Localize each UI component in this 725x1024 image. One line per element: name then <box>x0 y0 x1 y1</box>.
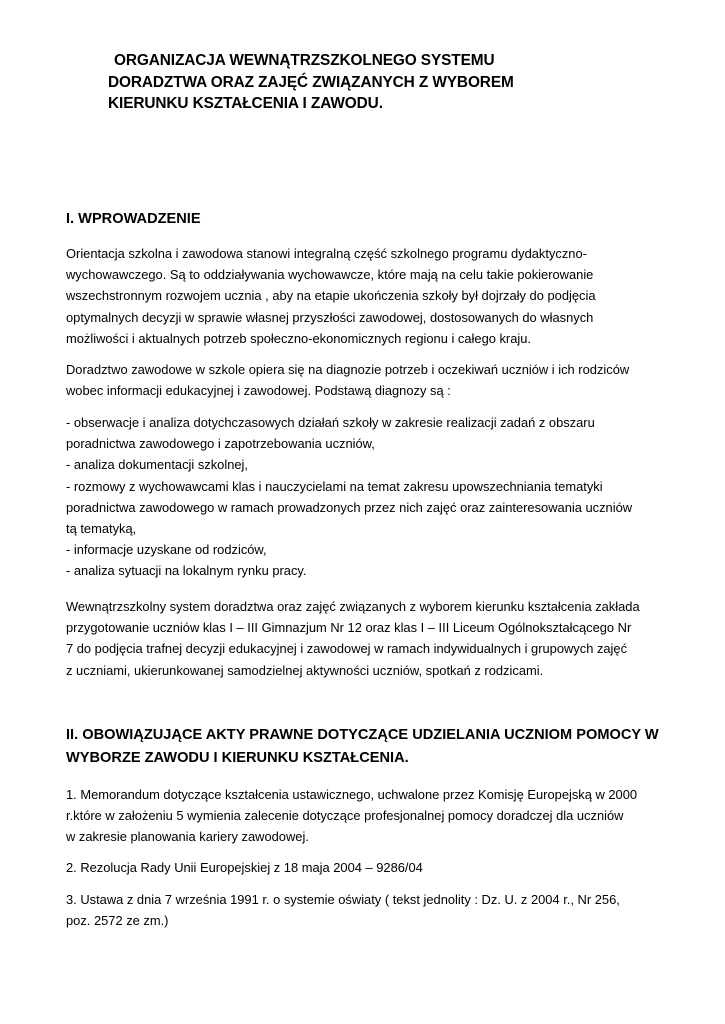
text-line: optymalnych decyzji w sprawie własnej przyszłości zawodowej, dostosowanych do własnych <box>66 309 594 325</box>
text-line: wszechstronnym rozwojem ucznia , aby na etapie ukończenia szkoły był dojrzały do podjęcia <box>66 288 596 304</box>
text-line: przygotowanie uczniów klas I – III Gimnazjum Nr 12 oraz klas I – III Liceum Ogólnokształcącego Nr <box>66 620 632 636</box>
legal-act-2 <box>66 857 666 878</box>
text-line: możliwości i aktualnych potrzeb społeczno-ekonomicznych regionu i całego kraju. <box>66 330 532 346</box>
text-line: poz. 2572 ze zm.) <box>66 913 169 929</box>
section-1-heading: I. WPROWADZENIE <box>66 211 201 227</box>
list-item: poradnictwa zawodowego w ramach prowadzonych przez nich zajęć oraz zainteresowania uczniów <box>66 499 633 515</box>
text-line: Doradztwo zawodowe w szkole opiera się na diagnozie potrzeb i oczekiwań uczniów i ich rodziców <box>66 362 630 377</box>
section-1-paragraph-1 <box>66 243 666 349</box>
list-item: - obserwacje i analiza dotychczasowych działań szkoły w zakresie realizacji zadań z obszaru <box>66 415 595 430</box>
list-item: - analiza sytuacji na lokalnym rynku pracy. <box>66 563 307 579</box>
legal-act-1 <box>66 784 666 848</box>
section-1-paragraph-3 <box>66 596 666 681</box>
heading-line: II. OBOWIĄZUJĄCE AKTY PRAWNE DOTYCZĄCE UDZIELANIA UCZNIOM POMOCY W <box>66 727 659 743</box>
title-line: DORADZTWA ORAZ ZAJĘĆ ZWIĄZANYCH Z WYBOREM <box>108 73 514 91</box>
title-line: KIERUNKU KSZTAŁCENIA I ZAWODU. <box>108 95 383 112</box>
text-line: 2. Rezolucja Rady Unii Europejskiej z 18 maja 2004 – 9286/04 <box>66 860 423 875</box>
title-line: ORGANIZACJA WEWNĄTRZSZKOLNEGO SYSTEMU <box>114 52 495 69</box>
list-item: - rozmowy z wychowawcami klas i nauczycielami na temat zakresu upowszechniania tematyki <box>66 478 603 494</box>
section-1-paragraph-2 <box>66 359 666 401</box>
section-2-heading <box>66 724 659 770</box>
list-item: - analiza dokumentacji szkolnej, <box>66 457 248 473</box>
text-line: Orientacja szkolna i zawodowa stanowi integralną część szkolnego programu dydaktyczno- <box>66 246 587 261</box>
text-line: 3. Ustawa z dnia 7 września 1991 r. o systemie oświaty ( tekst jednolity : Dz. U. z 2004 r., Nr 256, <box>66 892 620 907</box>
text-line: w zakresie planowania kariery zawodowej. <box>66 829 309 845</box>
heading-line: WYBORZE ZAWODU I KIERUNKU KSZTAŁCENIA. <box>66 750 409 766</box>
text-line: wychowawczego. Są to oddziaływania wychowawcze, które mają na celu takie pokierowanie <box>66 267 594 283</box>
list-item: poradnictwa zawodowego i zapotrzebowania uczniów, <box>66 436 375 452</box>
text-line: z uczniami, ukierunkowanej samodzielnej aktywności uczniów, spotkań z rodzicami. <box>66 662 544 678</box>
text-line: wobec informacji edukacyjnej i zawodowej. Podstawą diagnozy są : <box>66 383 451 399</box>
document-title <box>108 50 668 115</box>
text-line: 1. Memorandum dotyczące kształcenia ustawicznego, uchwalone przez Komisję Europejską w 2000 <box>66 787 638 802</box>
text-line: Wewnątrzszkolny system doradztwa oraz zajęć związanych z wyborem kierunku kształcenia zakłada <box>66 599 640 614</box>
diagnosis-list <box>66 412 666 582</box>
list-item: tą tematyką, <box>66 521 137 537</box>
list-item: - informacje uzyskane od rodziców, <box>66 542 267 558</box>
legal-act-3 <box>66 889 666 931</box>
text-line: 7 do podjęcia trafnej decyzji edukacyjnej i zawodowej w ramach indywidualnych i grupowych zajęć <box>66 641 628 657</box>
text-line: r.które w założeniu 5 wymienia zalecenie dotyczące profesjonalnej pomocy doradczej dla uczniów <box>66 808 624 824</box>
